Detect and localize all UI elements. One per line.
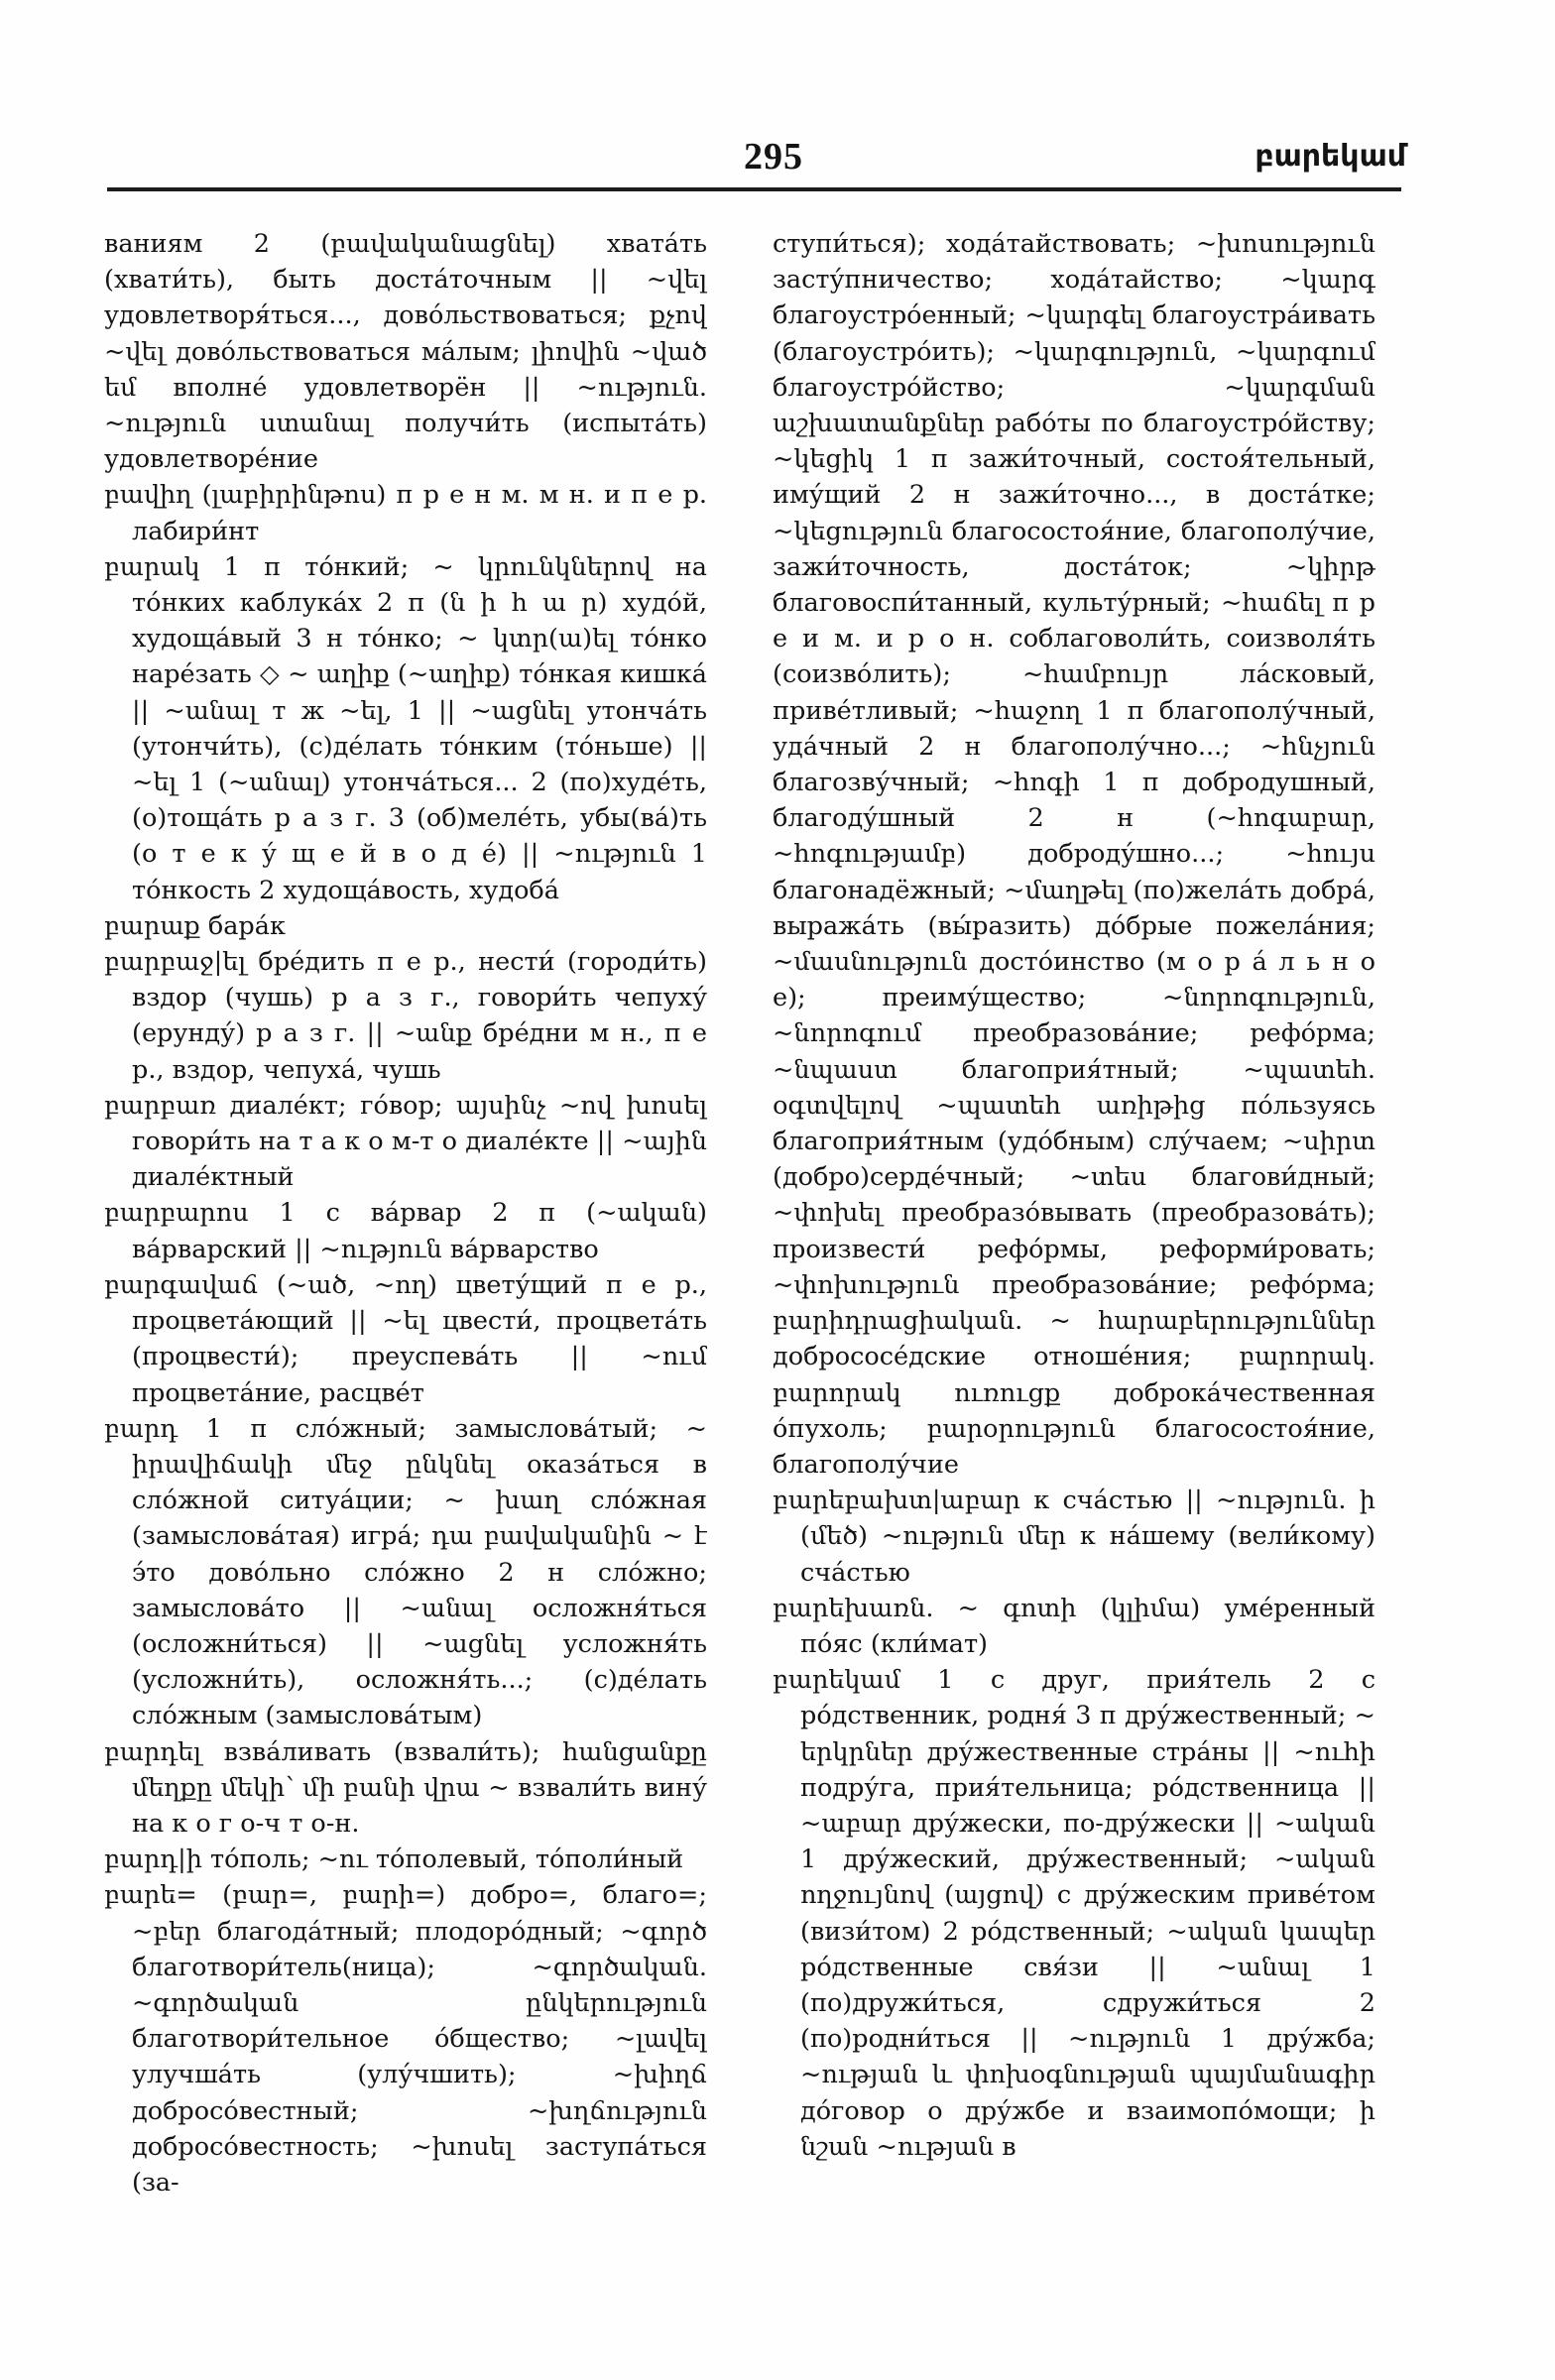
entry: բարդ 1 п сло́жный; замыслова́тый; ~ իրավիճակի մեջ ընկնել оказа́ться в сло́жной ситуа́ции; ~ խաղ сло́жная (замыслова́тая) игра́; դա բավականին ~ է э́то дово́льно сло́жно 2 н сло́жно; замыслова́то || ~անալ осложня́ться (осложни́ться) || ~ացնել усложня́ть (усложни́ть), осложня́ть...; (с)де́лать сло́жным (замыслова́тым) [104,1413,707,1731]
entry: բարեբախտ|աբար к сча́стью || ~ություն. ի (մեծ) ~ություն մեր к на́шему (вели́кому) сча́стью [773,1486,1376,1588]
entry: բարակ 1 п то́нкий; ~ կրունկներով на то́нких каблука́х 2 п (ն ի հ ա ր) худо́й, худоща́вый 3 н то́нко; ~ կտր(ա)ել то́нко наре́зать ◇ ~ աղիք (~աղիք) то́нкая кишка́ || ~անալ т ж ~ել, 1 || ~ացնել утонча́ть (утончи́ть), (с)де́лать то́нким (то́ньше) || ~ել 1 (~անալ) утонча́ться... 2 (по)худе́ть, (о)тоща́ть р а з г. 3 (об)меле́ть, убы(ва́)ть (о т е к у́ щ е й в о д е́) || ~ություն 1 то́нкость 2 худоща́вость, худоба́ [104,551,707,905]
entry: բարդ|ի то́поль; ~ու то́полевый, то́поли́ный [104,1844,684,1875]
entry: բարեխառն. ~ գոտի (կլիմա) уме́ренный по́яс (кли́мат) [773,1593,1376,1659]
entry: բարբառ диале́кт; го́вор; այսինչ ~ով խոսել говори́ть на т а к о м-т о диале́кте || ~ային диале́ктный [104,1090,707,1193]
page-number: 295 [744,136,803,178]
entry: բարեկամ 1 с друг, прия́тель 2 с ро́дственник, родня́ 3 п дру́жественный; ~ երկրներ дру́жественные стра́ны || ~ուհի подру́га, прия́тельница; ро́дственница || ~աբար дру́жески, по-дру́жески || ~ական 1 дру́жеский, дру́жественный; ~ական ողջույնով (այցով) с дру́жеским приве́том (визи́том) 2 ро́дственный; ~ական կապեր ро́дственные свя́зи || ~անալ 1 (по)дружи́ться, сдружи́ться 2 (по)родни́ться || ~ություն 1 дру́жба; ~ության և փոխօգնության պայմանագիր до́говор о дру́жбе и взаимопо́мощи; ի նշան ~ության в [773,1665,1376,2162]
running-head: բարեկամ [1255,139,1406,174]
header-rule [107,187,1401,191]
entry-continuation: ваниям 2 (բավականացնել) хвата́ть (хвати́ть), быть доста́точным || ~վել удовлетворя́ться..., дово́льствоваться; քչով ~վել дово́льствоваться ма́лым; լիովին ~ված եմ вполне́ удовлетворён || ~ություն. ~ություն ստանալ получи́ть (испыта́ть) удовлетворе́ние [104,229,707,475]
right-column [773,226,1376,2309]
entry: բարդել взва́ливать (взвали́ть); հանցանքը մեղքը մեկի՝ մի բանի վրա ~ взвали́ть вину́ на к о г о-ч т о-н. [104,1736,707,1839]
entry-continuation: ступи́ться); хода́тайствовать; ~խոսություն засту́пничество; хода́тайство; ~կարգ благоустро́енный; ~կարգել благоустра́ивать (благоустро́ить); ~կարգություն, ~կարգում благоустро́йство; ~կարգման աշխատանքներ рабо́ты по благоустро́йству; ~կեցիկ 1 п зажи́точный, состоя́тельный, иму́щий 2 н зажи́точно..., в доста́тке; ~կեցություն благосостоя́ние, благополу́чие, зажи́точность, доста́ток; ~կիրթ благовоспи́танный, культу́рный; ~հաճել п р е и м. и р о н. соблаговоли́ть, соизволя́ть (соизво́лить); ~համբույր ла́сковый, приве́тливый; ~հաջող 1 п благополу́чный, уда́чный 2 н благополу́чно...; ~հնչյուն благозву́чный; ~հոգի 1 п добродушный, благоду́шный 2 н (~հոգաբար, ~հոգությամբ) доброду́шно...; ~հույս благонадёжный; ~մաղթել (по)жела́ть добра́, выража́ть (вы́разить) до́брые пожела́ния; ~մասնություն досто́инство (м о р а́ л ь н о е); преиму́щество; ~նորոգություն, ~նորոգում преобразова́ние; рефо́рма; ~նպաստ благоприя́тный; ~պատեհ. օգտվելով ~պատեհ առիթից по́льзуясь благоприя́тным (удо́бным) слу́чаем; ~սիրտ (добро)серде́чный; ~տես благови́дный; ~փոխել преобразо́вывать (преобразова́ть); произвести́ рефо́рмы, реформи́ровать; ~փոխություն преобразова́ние; рефо́рма; բարիդրացիական. ~ հարաբերություններ добрососе́дские отноше́ния; բարորակ. բարորակ ուռուցք доброка́чественная о́пухоль; բարօրություն благосостоя́ние, благополу́чие [773,229,1376,1480]
entry: բարբարոս 1 с ва́рвар 2 п (~ական) ва́рварский || ~ություն ва́рварство [104,1198,707,1264]
entry: բարգավաճ (~ած, ~ող) цвету́щий п е р., процвета́ющий || ~ել цвести́, процвета́ть (процвести́); преуспева́ть || ~ում процвета́ние, расцве́т [104,1269,707,1408]
entry: բարաք бара́к [104,910,286,941]
entry: բարբաջ|ել бре́дить п е р., нести́ (городи́ть) вздор (чушь) р а з г., говори́ть чепуху́ (ерунду́) р а з г. || ~անք бре́дни м н., п е р., вздор, чепуха́, чушь [104,947,707,1085]
entry: բավիղ (լաբիրինթոս) п р е н м. м н. и п е р. лабири́нт [104,480,707,546]
left-column [104,226,707,2309]
entry: բարե= (բար=, բարի=) добро=, благо=; ~բեր благода́тный; плодоро́дный; ~գործ благотвори́тель(ница); ~գործական. ~գործական ընկերություն благотвори́тельное о́бщество; ~լավել улучша́ть (улу́чшить); ~խիղճ добросо́вестный; ~խղճություն добросо́вестность; ~խոսել заступа́ться (за- [104,1880,707,2198]
